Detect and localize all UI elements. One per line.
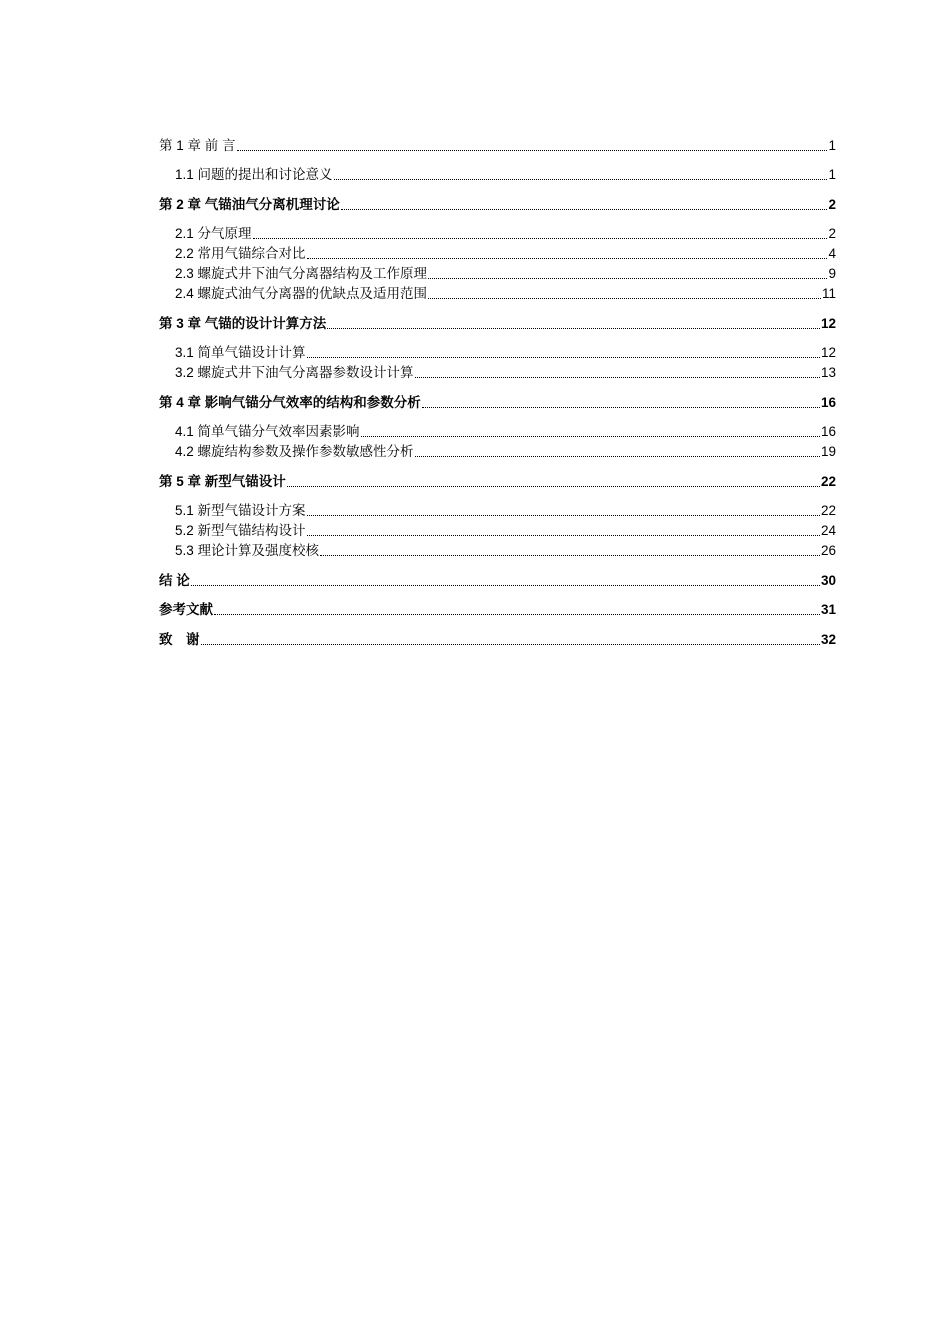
dot-leader <box>415 456 820 457</box>
toc-entry-chapter-1[interactable] <box>159 136 836 156</box>
toc-entry-title: 4.1 简单气锚分气效率因素影响 <box>175 424 360 439</box>
toc-entry-page: 2 <box>828 226 836 241</box>
toc-entry-page: 12 <box>820 315 836 331</box>
dot-leader <box>341 209 828 210</box>
dot-leader <box>415 377 820 378</box>
dot-leader <box>307 535 820 536</box>
toc-entry-section-2-1[interactable] <box>159 224 836 244</box>
toc-entry-chapter-4[interactable] <box>159 393 836 413</box>
toc-entry-page: 22 <box>820 473 836 489</box>
dot-leader <box>307 258 828 259</box>
toc-entry-acknowledgements[interactable] <box>159 630 836 650</box>
dot-leader <box>428 298 821 299</box>
toc-entry-title: 第 1 章 前 言 <box>159 138 236 153</box>
toc-entry-title: 第 4 章 影响气锚分气效率的结构和参数分析 <box>159 394 421 410</box>
toc-entry-page: 16 <box>820 394 836 410</box>
dot-leader <box>253 238 828 239</box>
dot-leader <box>307 515 820 516</box>
dot-leader <box>307 357 820 358</box>
toc-entry-title: 5.2 新型气锚结构设计 <box>175 523 306 538</box>
toc-entry-title: 2.1 分气原理 <box>175 226 252 241</box>
toc-entry-section-3-1[interactable] <box>159 343 836 363</box>
toc-entry-title: 参考文献 <box>159 602 213 617</box>
toc-entry-section-5-1[interactable] <box>159 501 836 521</box>
toc-entry-page: 22 <box>820 503 836 518</box>
toc-entry-title: 4.2 螺旋结构参数及操作参数敏感性分析 <box>175 444 414 459</box>
dot-leader <box>320 555 820 556</box>
dot-leader <box>422 407 820 408</box>
toc-entry-section-1-1[interactable] <box>159 165 836 185</box>
toc-entry-title: 3.2 螺旋式井下油气分离器参数设计计算 <box>175 365 414 380</box>
dot-leader <box>191 585 820 586</box>
toc-entry-page: 31 <box>820 602 836 617</box>
toc-entry-section-4-2[interactable] <box>159 442 836 462</box>
toc-entry-title: 第 2 章 气锚油气分离机理讨论 <box>159 196 340 212</box>
toc-entry-conclusion[interactable] <box>159 571 836 591</box>
dot-leader <box>428 278 827 279</box>
toc-entry-title: 2.3 螺旋式井下油气分离器结构及工作原理 <box>175 266 428 281</box>
toc-entry-title: 第 5 章 新型气锚设计 <box>159 473 286 489</box>
toc-entry-chapter-5[interactable] <box>159 472 836 492</box>
toc-entry-page: 24 <box>820 523 836 538</box>
toc-entry-section-2-2[interactable] <box>159 244 836 264</box>
toc-entry-page: 16 <box>820 424 836 439</box>
toc-entry-chapter-3[interactable] <box>159 314 836 334</box>
toc-entry-page: 12 <box>820 345 836 360</box>
toc-entry-chapter-2[interactable] <box>159 195 836 215</box>
toc-entry-page: 11 <box>821 286 836 301</box>
dot-leader <box>287 486 820 487</box>
toc-entry-title: 第 3 章 气锚的设计计算方法 <box>159 315 327 331</box>
dot-leader <box>361 436 820 437</box>
toc-entry-page: 32 <box>820 631 836 647</box>
dot-leader <box>214 614 820 615</box>
toc-entry-page: 26 <box>820 543 836 558</box>
toc-entry-title: 2.2 常用气锚综合对比 <box>175 246 306 261</box>
toc-entry-title: 5.3 理论计算及强度校核 <box>175 543 320 558</box>
toc-entry-page: 19 <box>820 444 836 459</box>
toc-entry-section-3-2[interactable] <box>159 363 836 383</box>
dot-leader <box>237 150 828 151</box>
toc-entry-page: 4 <box>828 246 836 261</box>
toc-entry-section-5-3[interactable] <box>159 541 836 561</box>
dot-leader <box>327 328 820 329</box>
toc-entry-references[interactable] <box>159 600 836 620</box>
table-of-contents <box>159 136 836 650</box>
toc-entry-section-2-4[interactable] <box>159 284 836 304</box>
toc-entry-page: 9 <box>828 266 836 281</box>
toc-entry-page: 1 <box>828 138 836 153</box>
dot-leader <box>334 179 828 180</box>
dot-leader <box>201 644 820 645</box>
toc-entry-page: 2 <box>828 196 836 212</box>
toc-entry-page: 1 <box>828 167 836 182</box>
toc-entry-page: 13 <box>820 365 836 380</box>
toc-entry-title: 结 论 <box>159 572 190 588</box>
toc-entry-title: 1.1 问题的提出和讨论意义 <box>175 167 333 182</box>
toc-entry-page: 30 <box>820 572 836 588</box>
toc-entry-section-2-3[interactable] <box>159 264 836 284</box>
toc-entry-section-5-2[interactable] <box>159 521 836 541</box>
toc-entry-title: 3.1 简单气锚设计计算 <box>175 345 306 360</box>
toc-entry-section-4-1[interactable] <box>159 422 836 442</box>
toc-entry-title: 5.1 新型气锚设计方案 <box>175 503 306 518</box>
toc-entry-title: 致 谢 <box>159 631 200 647</box>
toc-entry-title: 2.4 螺旋式油气分离器的优缺点及适用范围 <box>175 286 428 301</box>
